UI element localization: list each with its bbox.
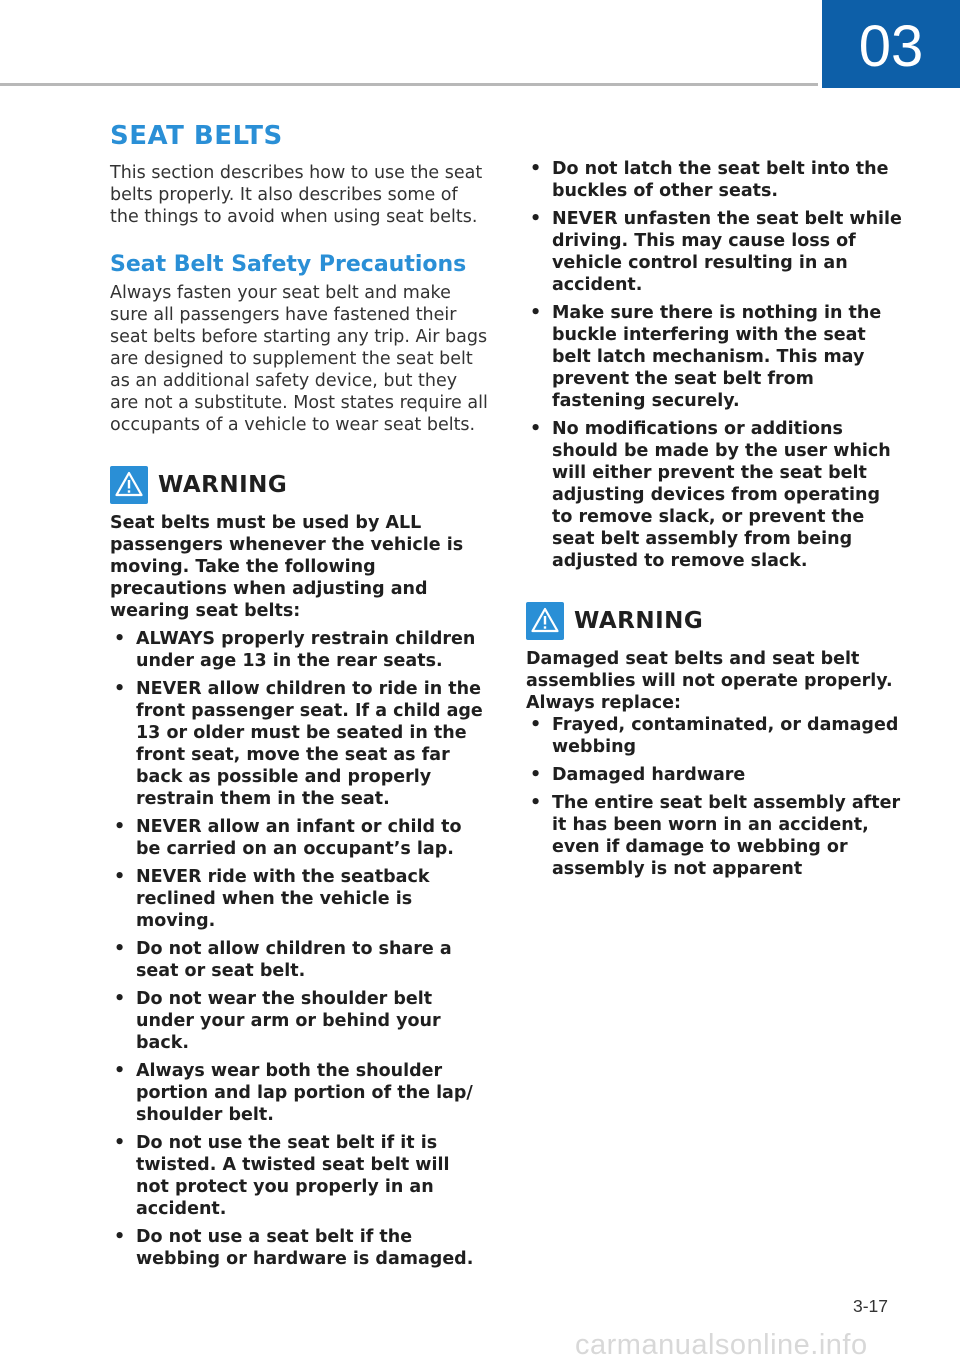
bullet-icon: •: [114, 939, 126, 959]
list-item: • Always wear both the shoulder portion and lap portion of the lap/ shoulder belt.: [114, 1061, 473, 1125]
list-item: • Make sure there is nothing in the buckle interfering with the seat belt latch mechanism. This may prevent the seat belt from fastening securely.: [530, 303, 882, 411]
intro-paragraph: This section describes how to use the seat belts properly. It also describes some of the things to avoid when using seat belts.: [110, 163, 483, 227]
list-item: • No modifications or additions should be made by the user which will either prevent the seat belt adjusting devices from operating to remove slack, or prevent the seat belt assembly from being adjusted to remove slack.: [530, 419, 891, 571]
section-title: SEAT BELTS: [110, 121, 283, 151]
warning-text: Damaged seat belts and seat belt assemblies will not operate properly. Always replace:: [526, 649, 893, 713]
bullet-icon: •: [114, 817, 126, 837]
bullet-icon: •: [530, 715, 542, 735]
list-item: • NEVER allow children to ride in the front passenger seat. If a child age 13 or older must be seated in the front seat, move the seat as far back as possible and properly restrain them in the seat.: [114, 679, 483, 809]
list-item: • Do not wear the shoulder belt under your arm or behind your back.: [114, 989, 441, 1053]
bullet-icon: •: [114, 1227, 126, 1247]
list-item: • Do not use the seat belt if it is twisted. A twisted seat belt will not protect you properly in an accident.: [114, 1133, 450, 1219]
list-item: • Do not latch the seat belt into the buckles of other seats.: [530, 159, 889, 201]
right-column: [526, 158, 906, 880]
replace-bullet-list: [526, 714, 906, 880]
page-number: 3-17: [853, 1296, 889, 1316]
bullet-icon: •: [114, 1133, 126, 1153]
bullet-icon: •: [114, 1061, 126, 1081]
bullet-icon: •: [530, 209, 542, 229]
list-item: • NEVER unfasten the seat belt while driving. This may cause loss of vehicle control resulting in an accident.: [530, 209, 902, 295]
watermark: carmanualsonline.info: [575, 1329, 868, 1361]
list-item: • Frayed, contaminated, or damaged webbing: [530, 715, 899, 757]
warning-bullet-list: [110, 628, 488, 1270]
bullet-icon: •: [114, 867, 126, 887]
list-item: • NEVER ride with the seatback reclined when the vehicle is moving.: [114, 867, 430, 931]
sub-heading: Seat Belt Safety Precautions: [110, 252, 467, 277]
precautions-paragraph: Always fasten your seat belt and make sure all passengers have fastened their seat belts before starting any trip. Air bags are designed to supplement the seat belt as an additional safety device, but they are not a substitute. Most states require all occupants of a vehicle to wear seat belts.: [110, 283, 488, 435]
list-item: • Damaged hardware: [530, 765, 746, 785]
precautions-bullet-list: [526, 158, 906, 572]
list-item: • NEVER allow an infant or child to be carried on an occupant’s lap.: [114, 817, 462, 859]
warning-triangle-icon: [110, 466, 148, 504]
warning-header: [526, 602, 906, 640]
bullet-icon: •: [114, 989, 126, 1009]
warning-title: WARNING: [574, 608, 704, 634]
bullet-icon: •: [530, 303, 542, 323]
bullet-icon: •: [530, 765, 542, 785]
bullet-icon: •: [530, 419, 542, 439]
header-rule: [0, 83, 818, 86]
warning-text: Seat belts must be used by ALL passengers whenever the vehicle is moving. Take the following precautions when adjusting and wearing seat belts:: [110, 513, 464, 621]
list-item: • Do not use a seat belt if the webbing or hardware is damaged.: [114, 1227, 474, 1269]
list-item: • Do not allow children to share a seat or seat belt.: [114, 939, 452, 981]
list-item: • ALWAYS properly restrain children under age 13 in the rear seats.: [114, 629, 476, 671]
chapter-tab: [822, 0, 960, 88]
bullet-icon: •: [530, 159, 542, 179]
bullet-icon: •: [114, 679, 126, 699]
warning-triangle-icon: [526, 602, 564, 640]
warning-title: WARNING: [158, 472, 288, 498]
warning-header: [110, 466, 488, 504]
list-item: • The entire seat belt assembly after it has been worn in an accident, even if damage to webbing or assembly is not apparent: [530, 793, 901, 879]
chapter-number: 03: [858, 13, 924, 79]
left-column: [110, 118, 488, 1270]
bullet-icon: •: [114, 629, 126, 649]
bullet-icon: •: [530, 793, 542, 813]
